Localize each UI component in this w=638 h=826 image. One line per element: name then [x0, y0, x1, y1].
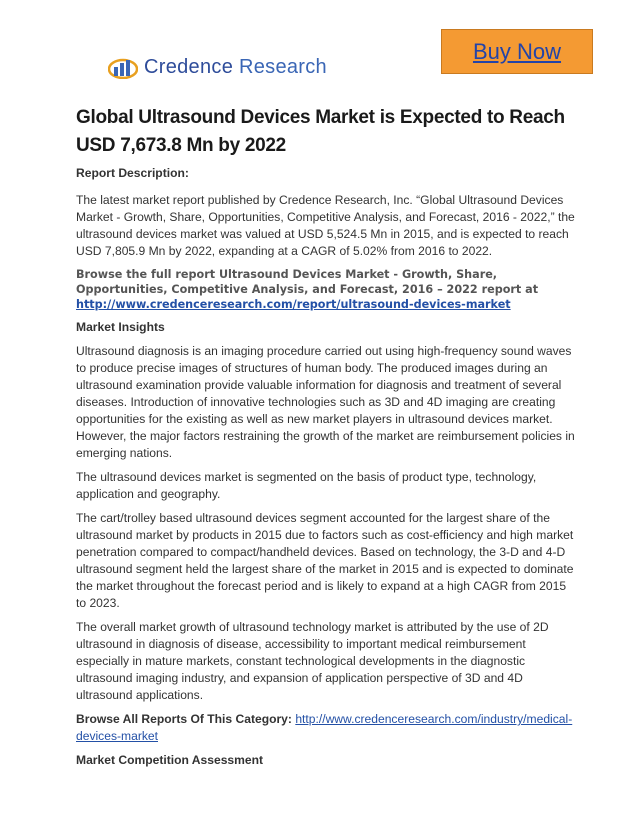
paragraph-ultrasound-diagnosis: Ultrasound diagnosis is an imaging procedure carried out using high-frequency sound waves to produce precise images of structures of human body. The produced images during an ultrasound examination provide valuable information for diagnosis and treatment of several diseases. Introduction of innovative technologies such as 3D and 4D imaging are creating opportunities for the existing as well as new market players in ultrasound devices market. However, the major factors restraining the growth of the market are reimbursement policies in emerging nations. [76, 344, 575, 460]
paragraph-market-growth: The overall market growth of ultrasound technology market is attributed by the use of 2D ultrasound in diagnosis of disease, accessibility to important medical reimbursement especially in mature markets, constant technological developments in the diagnostic ultrasound imaging industry, and expansion of application perspective of 3D and 4D ultrasound applications. [76, 620, 549, 702]
report-description-label: Report Description: [76, 166, 189, 180]
logo-text [144, 56, 327, 79]
page-title: Global Ultrasound Devices Market is Expected to Reach USD 7,673.8 Mn by 2022 [76, 107, 565, 156]
competition-label: Market Competition Assessment [76, 753, 264, 767]
report-link[interactable]: http://www.credenceresearch.com/report/ultrasound-devices-market [76, 298, 511, 311]
bar-chart-logo-icon [108, 57, 138, 79]
credence-research-logo [108, 56, 327, 79]
logo-word-research: Research [238, 56, 327, 78]
browse-all-reports [76, 711, 576, 745]
report-content [76, 104, 576, 779]
paragraph-segmentation: The ultrasound devices market is segmented on the basis of product type, technology, application and geography. [76, 470, 537, 501]
market-insights-label: Market Insights [76, 320, 165, 334]
intro-paragraph: The latest market report published by Credence Research, Inc. “Global Ultrasound Devices Market - Growth, Share, Opportunities, Competitive Analysis, and Forecast, 2016 - 2022,” the ultrasound devices market was valued at USD 5,524.5 Mn in 2015, and is expected to reach USD 7,805.9 Mn by 2022, expanding at a CAGR of 5.02% from 2016 to 2022. [76, 193, 575, 258]
browse-all-label: Browse All Reports Of This Category: [76, 712, 292, 726]
browse-full-text: Browse the full report Ultrasound Devices Market - Growth, Share, Opportunities, Competitive Analysis, and Forecast, 2016 – 2022 report at [76, 268, 539, 296]
browse-full-report [76, 267, 576, 312]
logo-word-credence: Credence [144, 56, 234, 78]
paragraph-cart-trolley: The cart/trolley based ultrasound devices segment accounted for the largest share of the ultrasound market by products in 2015 due to factors such as cost-efficiency and high market penetration compared to compact/handheld devices. Based on technology, the 3-D and 4-D ultrasound segment held the largest share of the market in 2015 and is expected to dominate the market throughout the forecast period and is likely to expand at a high CAGR from 2015 to 2023. [76, 511, 574, 610]
buy-now-button[interactable]: Buy Now [441, 29, 593, 74]
category-link[interactable]: http://www.credenceresearch.com/industry/medical-devices-market [76, 712, 573, 743]
